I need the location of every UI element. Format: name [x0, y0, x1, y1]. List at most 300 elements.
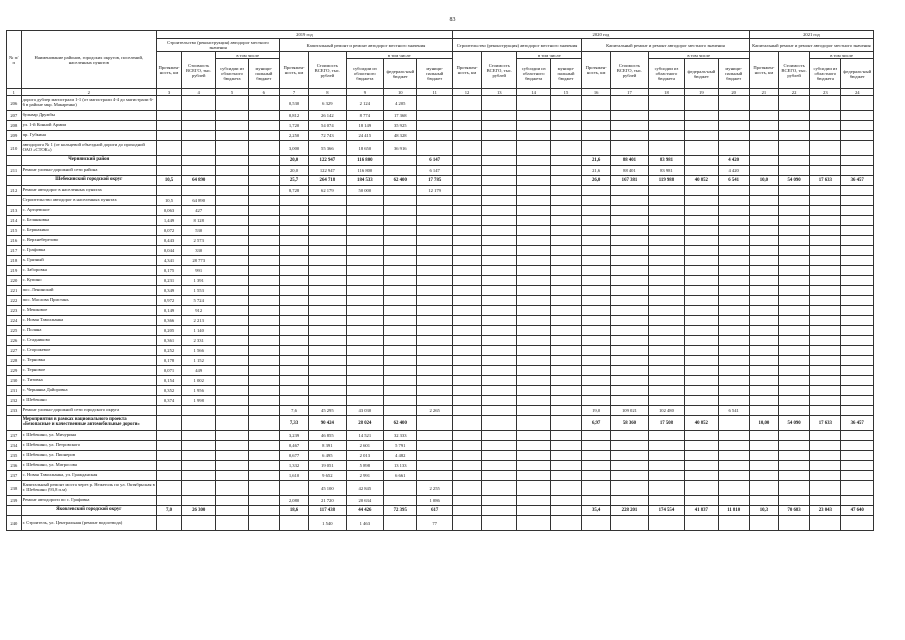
- cell-value: [582, 296, 611, 306]
- cell-value: 122 947: [309, 156, 347, 166]
- cell-value: [749, 186, 778, 196]
- row-name: г. Шебекино, ул. Мичурина: [21, 431, 156, 441]
- cell-value: [517, 256, 550, 266]
- cell-value: [452, 256, 481, 266]
- cell-value: 17 508: [648, 416, 684, 431]
- cell-value: [841, 256, 874, 266]
- cell-value: [248, 256, 279, 266]
- row-number: 215: [7, 226, 22, 236]
- cell-value: 2 124: [346, 96, 384, 111]
- page-number: 83: [449, 17, 456, 23]
- cell-value: 6,97: [582, 416, 611, 431]
- cell-value: 0,677: [279, 451, 308, 461]
- cell-value: [810, 471, 841, 481]
- cell-value: [810, 336, 841, 346]
- cell-value: [452, 121, 481, 131]
- cell-value: [417, 396, 452, 406]
- cell-value: [517, 141, 550, 156]
- cell-value: [778, 431, 809, 441]
- cell-value: [482, 346, 517, 356]
- cell-value: [648, 206, 684, 216]
- cell-value: 35 925: [384, 121, 417, 131]
- cell-value: [810, 156, 841, 166]
- cell-value: 4 205: [384, 96, 417, 111]
- cell-value: [611, 196, 649, 206]
- cell-value: [718, 461, 749, 471]
- cell-value: 45 100: [309, 481, 347, 496]
- cell-value: 0,178: [157, 356, 182, 366]
- cell-value: [648, 276, 684, 286]
- cell-value: [550, 121, 581, 131]
- cell-value: [749, 461, 778, 471]
- column-number: 11: [417, 89, 452, 96]
- cell-value: [384, 156, 417, 166]
- cell-value: [216, 266, 248, 276]
- row-number: 238: [7, 481, 22, 496]
- column-number: 22: [778, 89, 809, 96]
- cell-value: [248, 496, 279, 506]
- cell-value: [749, 96, 778, 111]
- cell-value: [685, 276, 718, 286]
- cell-value: [611, 496, 649, 506]
- cell-value: [452, 236, 481, 246]
- row-name: Ремонт улично-дорожной сети городского округа: [21, 406, 156, 416]
- row-name: пос. Маслова Пристань: [21, 296, 156, 306]
- cell-value: [582, 266, 611, 276]
- cell-value: [346, 236, 384, 246]
- table-row: [7, 276, 874, 286]
- cell-value: [810, 366, 841, 376]
- cell-value: [346, 306, 384, 316]
- cell-value: [685, 316, 718, 326]
- cell-value: [611, 516, 649, 531]
- table-row: [7, 256, 874, 266]
- cell-value: [248, 246, 279, 256]
- cell-value: [810, 266, 841, 276]
- cell-value: [216, 306, 248, 316]
- cell-value: [778, 496, 809, 506]
- row-name: г. Шебекино, ул. Матросова: [21, 461, 156, 471]
- cell-value: [611, 386, 649, 396]
- cell-value: 6 147: [417, 156, 452, 166]
- cell-value: [810, 206, 841, 216]
- cell-value: [778, 296, 809, 306]
- cell-value: 0,231: [157, 276, 182, 286]
- header-name: Наименование районов, городских округов, поселений, населенных пунктов: [21, 31, 156, 89]
- cell-value: [309, 306, 347, 316]
- cell-value: [810, 306, 841, 316]
- cell-value: [248, 386, 279, 396]
- cell-value: [248, 376, 279, 386]
- cell-value: 4 420: [718, 166, 749, 176]
- row-name: Шебекинский городской округ: [21, 176, 156, 186]
- cell-value: 12 179: [417, 186, 452, 196]
- row-number: [7, 176, 22, 186]
- cell-value: [611, 451, 649, 461]
- cell-value: 48 328: [384, 131, 417, 141]
- cell-value: [648, 356, 684, 366]
- cell-value: [718, 451, 749, 461]
- cell-value: 1,720: [279, 121, 308, 131]
- cell-value: [685, 461, 718, 471]
- cell-value: [778, 121, 809, 131]
- row-number: 213: [7, 206, 22, 216]
- cell-value: 35,4: [582, 506, 611, 516]
- cell-value: [550, 186, 581, 196]
- cell-value: [384, 406, 417, 416]
- row-number: [7, 156, 22, 166]
- cell-value: [582, 246, 611, 256]
- table-row: [7, 461, 874, 471]
- cell-value: [248, 366, 279, 376]
- row-number: 226: [7, 336, 22, 346]
- cell-value: [718, 416, 749, 431]
- cell-value: [778, 396, 809, 406]
- cell-value: [384, 326, 417, 336]
- cell-value: [810, 246, 841, 256]
- cell-value: [810, 451, 841, 461]
- cell-value: 2,250: [279, 131, 308, 141]
- cell-value: 0,175: [157, 266, 182, 276]
- cell-value: [749, 481, 778, 496]
- row-name: г. Строитель, ул. Центральная (ремонт водоотвода): [21, 516, 156, 531]
- cell-value: 2 213: [182, 316, 216, 326]
- cell-value: [718, 296, 749, 306]
- cell-value: [517, 431, 550, 441]
- row-name: с. Терновое: [21, 366, 156, 376]
- cell-value: [384, 236, 417, 246]
- table-row: [7, 316, 874, 326]
- cell-value: 449: [182, 366, 216, 376]
- cell-value: [248, 336, 279, 346]
- header-length: Протяжен-ность, км: [582, 52, 611, 89]
- header-no: № п/п: [7, 31, 22, 89]
- cell-value: 32 333: [384, 431, 417, 441]
- cell-value: [157, 141, 182, 156]
- cell-value: [482, 236, 517, 246]
- cell-value: [685, 366, 718, 376]
- cell-value: [346, 206, 384, 216]
- cell-value: [778, 286, 809, 296]
- cell-value: [216, 376, 248, 386]
- cell-value: [482, 451, 517, 461]
- cell-value: [810, 431, 841, 441]
- cell-value: [248, 296, 279, 306]
- cell-value: [452, 516, 481, 531]
- cell-value: [216, 196, 248, 206]
- cell-value: [517, 306, 550, 316]
- cell-value: [611, 471, 649, 481]
- cell-value: [517, 111, 550, 121]
- cell-value: 46 855: [309, 431, 347, 441]
- cell-value: [216, 366, 248, 376]
- cell-value: 5 898: [346, 461, 384, 471]
- cell-value: [749, 376, 778, 386]
- cell-value: [841, 276, 874, 286]
- cell-value: 17 633: [810, 416, 841, 431]
- cell-value: [582, 276, 611, 286]
- cell-value: 0,072: [157, 226, 182, 236]
- cell-value: 116 800: [346, 166, 384, 176]
- cell-value: 0,154: [157, 376, 182, 386]
- cell-value: [417, 266, 452, 276]
- cell-value: 11 810: [718, 506, 749, 516]
- row-number: [7, 506, 22, 516]
- cell-value: 0,374: [157, 396, 182, 406]
- cell-value: [749, 266, 778, 276]
- cell-value: 1 540: [309, 516, 347, 531]
- cell-value: [346, 246, 384, 256]
- cell-value: [582, 431, 611, 441]
- cell-value: [417, 131, 452, 141]
- cell-value: [582, 121, 611, 131]
- cell-value: [452, 461, 481, 471]
- cell-value: 0,352: [157, 386, 182, 396]
- cell-value: [611, 276, 649, 286]
- table-row: [7, 121, 874, 131]
- header-municipal: муници-пальный бюджет: [550, 59, 581, 89]
- cell-value: [157, 406, 182, 416]
- row-name: с. Новая Таволжанка: [21, 316, 156, 326]
- cell-value: [778, 316, 809, 326]
- cell-value: [517, 246, 550, 256]
- cell-value: [778, 236, 809, 246]
- table-row: [7, 246, 874, 256]
- cell-value: [778, 481, 809, 496]
- cell-value: [778, 471, 809, 481]
- cell-value: [452, 471, 481, 481]
- cell-value: [279, 376, 308, 386]
- cell-value: [216, 186, 248, 196]
- cell-value: 54 090: [778, 176, 809, 186]
- cell-value: [384, 316, 417, 326]
- cell-value: [648, 246, 684, 256]
- cell-value: [279, 516, 308, 531]
- cell-value: [248, 346, 279, 356]
- table-row: [7, 451, 874, 461]
- cell-value: [841, 131, 874, 141]
- cell-value: [550, 431, 581, 441]
- cell-value: 2 013: [346, 451, 384, 461]
- cell-value: [216, 416, 248, 431]
- cell-value: [216, 481, 248, 496]
- cell-value: [482, 326, 517, 336]
- row-number: 230: [7, 376, 22, 386]
- cell-value: [248, 196, 279, 206]
- cell-value: [309, 216, 347, 226]
- cell-value: [216, 296, 248, 306]
- cell-value: [384, 306, 417, 316]
- cell-value: [452, 166, 481, 176]
- cell-value: [550, 266, 581, 276]
- cell-value: 6 661: [384, 471, 417, 481]
- header-length: Протяжен-ность, км: [279, 52, 308, 89]
- header-cost: Стоимость ВСЕГО, тыс. рублей: [482, 52, 517, 89]
- cell-value: [517, 196, 550, 206]
- cell-value: [216, 286, 248, 296]
- cell-value: [718, 346, 749, 356]
- cell-value: [685, 471, 718, 481]
- cell-value: 4 420: [718, 156, 749, 166]
- cell-value: 19 051: [309, 461, 347, 471]
- cell-value: [810, 286, 841, 296]
- cell-value: [718, 226, 749, 236]
- column-number: 24: [841, 89, 874, 96]
- cell-value: [248, 156, 279, 166]
- cell-value: [417, 346, 452, 356]
- cell-value: [685, 96, 718, 111]
- cell-value: [718, 481, 749, 496]
- cell-value: 1,610: [279, 471, 308, 481]
- cell-value: [749, 196, 778, 206]
- cell-value: 62 400: [384, 176, 417, 186]
- cell-value: 8 128: [182, 216, 216, 226]
- cell-value: [279, 286, 308, 296]
- cell-value: [248, 276, 279, 286]
- cell-value: [550, 441, 581, 451]
- cell-value: 54 074: [309, 121, 347, 131]
- cell-value: [309, 326, 347, 336]
- cell-value: [749, 516, 778, 531]
- cell-value: [749, 121, 778, 131]
- cell-value: [452, 451, 481, 461]
- cell-value: [279, 216, 308, 226]
- cell-value: [550, 406, 581, 416]
- cell-value: 18,6: [279, 506, 308, 516]
- cell-value: [550, 376, 581, 386]
- cell-value: [157, 156, 182, 166]
- cell-value: [841, 451, 874, 461]
- cell-value: [810, 256, 841, 266]
- cell-value: [611, 96, 649, 111]
- cell-value: 10,3: [749, 506, 778, 516]
- cell-value: [582, 441, 611, 451]
- cell-value: [157, 131, 182, 141]
- row-number: 216: [7, 236, 22, 246]
- cell-value: 330: [182, 246, 216, 256]
- table-row: [7, 406, 874, 416]
- table-row: [7, 366, 874, 376]
- row-number: 225: [7, 326, 22, 336]
- cell-value: [611, 131, 649, 141]
- cell-value: [582, 471, 611, 481]
- cell-value: [482, 406, 517, 416]
- cell-value: [417, 96, 452, 111]
- cell-value: [384, 206, 417, 216]
- column-number: 12: [452, 89, 481, 96]
- cell-value: [346, 276, 384, 286]
- cell-value: [582, 206, 611, 216]
- cell-value: [685, 186, 718, 196]
- cell-value: [718, 206, 749, 216]
- row-name: Капитальный ремонт моста через р. Нежеголь по ул. Октябрьская в г. Шебекино (93,8 п.м): [21, 481, 156, 496]
- cell-value: 62 179: [309, 186, 347, 196]
- cell-value: [482, 296, 517, 306]
- cell-value: [384, 346, 417, 356]
- cell-value: [749, 166, 778, 176]
- cell-value: 3,000: [279, 141, 308, 156]
- column-number: 14: [517, 89, 550, 96]
- cell-value: 26 142: [309, 111, 347, 121]
- cell-value: 2 331: [182, 336, 216, 346]
- header-incl: в том числе: [648, 52, 749, 59]
- row-number: 214: [7, 216, 22, 226]
- row-name: с. Мешковое: [21, 306, 156, 316]
- cell-value: [749, 386, 778, 396]
- cell-value: [417, 386, 452, 396]
- cell-value: [718, 236, 749, 246]
- cell-value: 174 554: [648, 506, 684, 516]
- row-name: с. Стадниково: [21, 336, 156, 346]
- table-row: [7, 306, 874, 316]
- table-row: [7, 266, 874, 276]
- cell-value: [482, 316, 517, 326]
- cell-value: [778, 326, 809, 336]
- cell-value: [749, 111, 778, 121]
- cell-value: [718, 356, 749, 366]
- cell-value: [611, 346, 649, 356]
- cell-value: [685, 206, 718, 216]
- cell-value: [648, 216, 684, 226]
- cell-value: [384, 216, 417, 226]
- column-number: 10: [384, 89, 417, 96]
- cell-value: [611, 306, 649, 316]
- cell-value: [417, 256, 452, 266]
- cell-value: [216, 246, 248, 256]
- cell-value: 4,341: [157, 256, 182, 266]
- cell-value: [417, 461, 452, 471]
- cell-value: [611, 481, 649, 496]
- cell-value: [452, 111, 481, 121]
- cell-value: [216, 406, 248, 416]
- row-number: 219: [7, 266, 22, 276]
- table-body: [7, 89, 874, 531]
- cell-value: [648, 226, 684, 236]
- cell-value: [452, 216, 481, 226]
- cell-value: [452, 376, 481, 386]
- cell-value: [718, 376, 749, 386]
- cell-value: [685, 441, 718, 451]
- cell-value: [346, 216, 384, 226]
- cell-value: [648, 96, 684, 111]
- cell-value: [157, 496, 182, 506]
- table-row: [7, 431, 874, 441]
- cell-value: [309, 246, 347, 256]
- row-name: ул. 1-й Конной Армии: [21, 121, 156, 131]
- row-number: 223: [7, 306, 22, 316]
- cell-value: [582, 451, 611, 461]
- cell-value: [482, 366, 517, 376]
- row-name: г. Шебекино, ул. Петровского: [21, 441, 156, 451]
- cell-value: 64 890: [182, 176, 216, 186]
- cell-value: [384, 396, 417, 406]
- cell-value: [452, 156, 481, 166]
- cell-value: [810, 296, 841, 306]
- cell-value: [611, 336, 649, 346]
- cell-value: 1 140: [182, 326, 216, 336]
- table-row: [7, 376, 874, 386]
- cell-value: [517, 326, 550, 336]
- cell-value: [157, 416, 182, 431]
- cell-value: [248, 216, 279, 226]
- cell-value: [248, 461, 279, 471]
- cell-value: [778, 461, 809, 471]
- cell-value: [648, 266, 684, 276]
- cell-value: [841, 366, 874, 376]
- cell-value: [182, 451, 216, 461]
- cell-value: 1 391: [182, 276, 216, 286]
- cell-value: [482, 266, 517, 276]
